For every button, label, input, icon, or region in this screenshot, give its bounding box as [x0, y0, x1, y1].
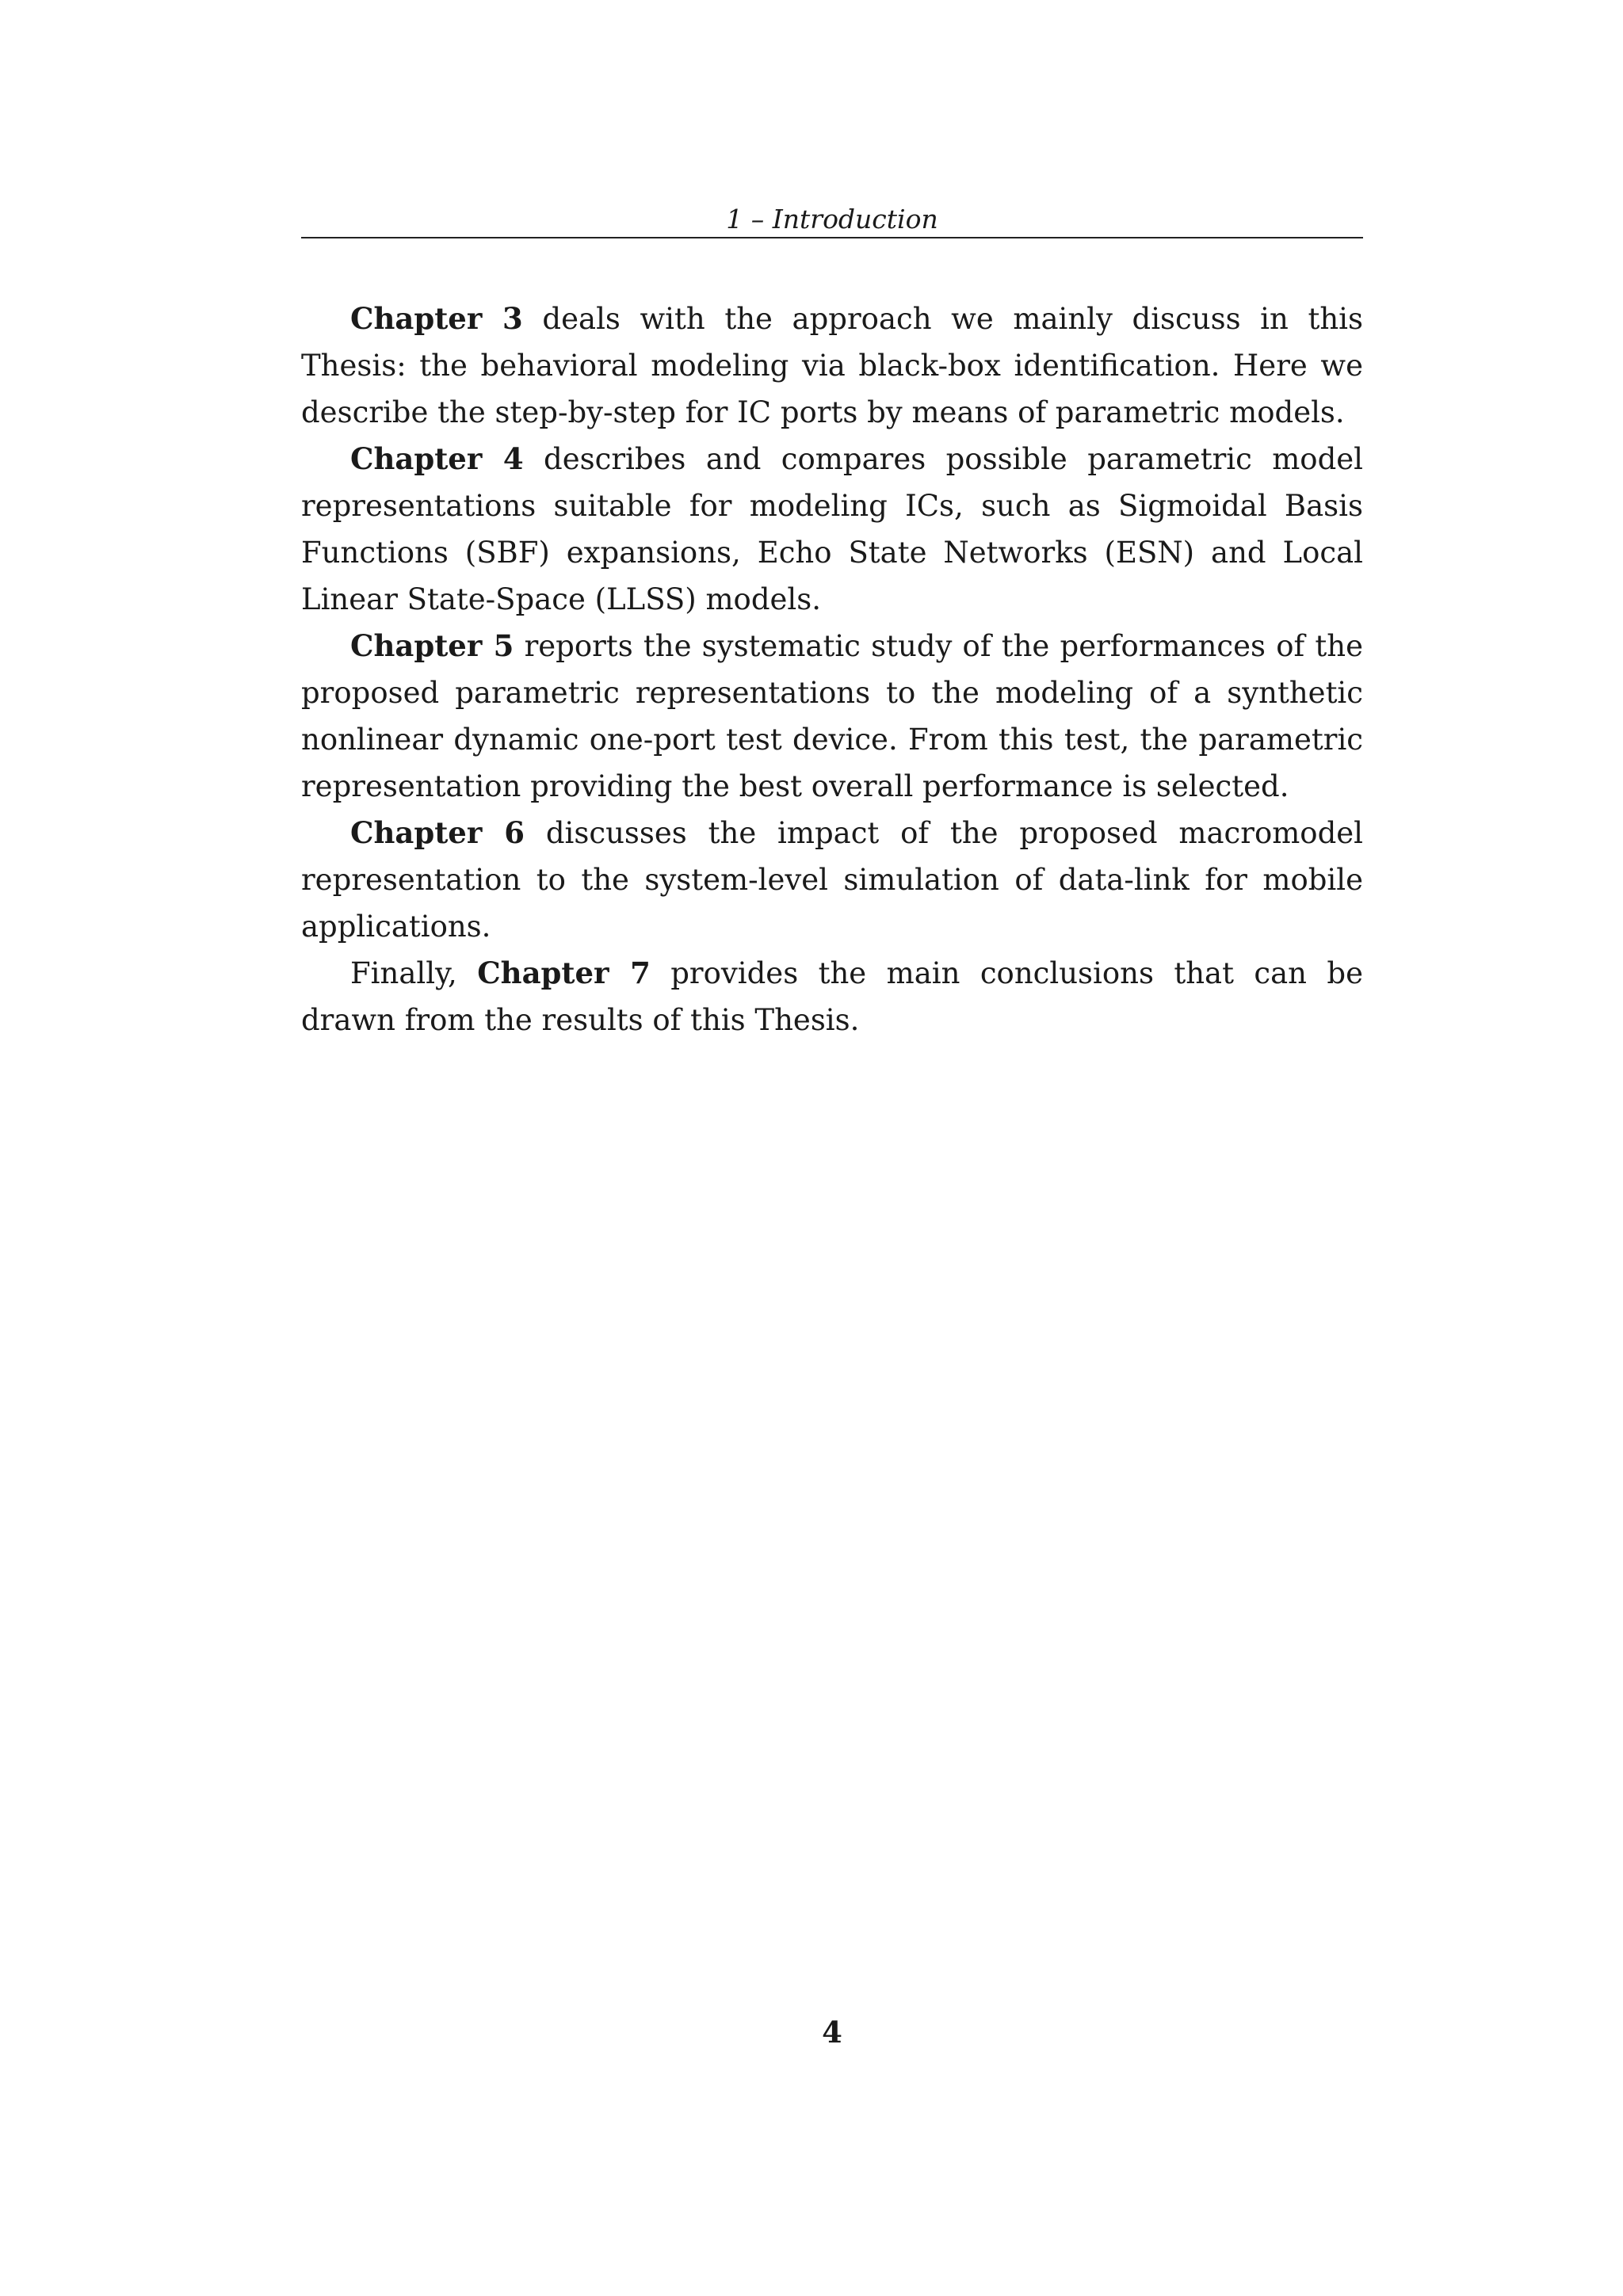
- paragraph-chapter-4: [301, 436, 1363, 623]
- paragraph-chapter-6: [301, 810, 1363, 950]
- chapter-label: Chapter 4: [350, 441, 524, 476]
- body-text: [301, 296, 1363, 1043]
- paragraph-text: deals with the approach we mainly discuss in this Thesis: the behavioral modeling via black-box identification. Here we describe the step-by-step for IC ports by means of parametric models.: [301, 302, 1363, 429]
- chapter-label: Chapter 5: [350, 628, 514, 663]
- page-number: 4: [822, 2015, 842, 2050]
- paragraph-text: reports the systematic study of the performances of the proposed parametric representations to the modeling of a synthetic nonlinear dynamic one-port test device. From this test, the parametric representation providing the best overall performance is selected.: [301, 629, 1363, 803]
- paragraph-chapter-3: [301, 296, 1363, 436]
- paragraph-text: describes and compares possible parametric model representations suitable for modeling ICs, such as Sigmoidal Basis Functions (SBF) expansions, Echo State Networks (ESN) and Local Linear State-Space (LLSS) models.: [301, 442, 1363, 616]
- paragraph-chapter-5: [301, 623, 1363, 810]
- chapter-label: Chapter 6: [350, 815, 525, 850]
- paragraph-text: provides the main conclusions that can be drawn from the results of this Thesis.: [301, 956, 1363, 1037]
- paragraph-lead: Finally,: [350, 956, 478, 990]
- chapter-label: Chapter 3: [350, 301, 523, 336]
- header-rule: [301, 237, 1363, 238]
- chapter-label: Chapter 7: [477, 955, 651, 990]
- running-header: 1 – Introduction: [726, 204, 938, 235]
- paragraph-text: discusses the impact of the proposed macromodel representation to the system-level simulation of data-link for mobile applications.: [301, 816, 1363, 944]
- paragraph-chapter-7: [301, 950, 1363, 1043]
